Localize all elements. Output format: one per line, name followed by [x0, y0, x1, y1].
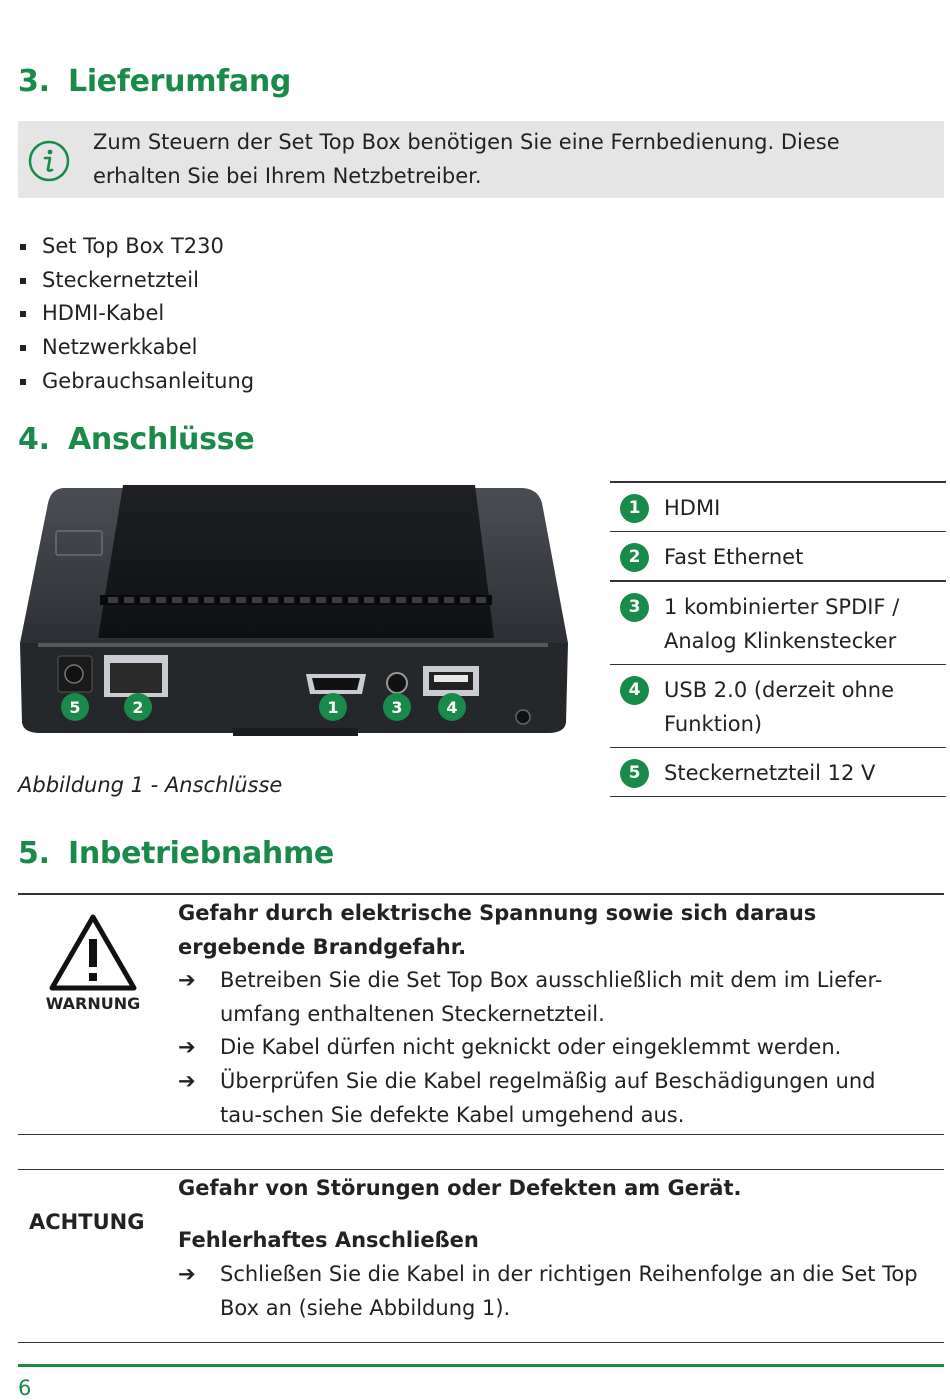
caution-item-text: Schließen Sie die Kabel in der richtigen Reihenfolge an die Set Top Box an (siehe Abbildung 1).: [220, 1262, 918, 1320]
legend-label: USB 2.0 (derzeit ohne Funktion): [664, 678, 895, 736]
legend-label: HDMI: [664, 496, 721, 520]
caution-subheading: Fehlerhaftes Anschließen: [178, 1228, 479, 1252]
warning-item-text: Die Kabel dürfen nicht geknickt oder eingeklemmt werden.: [220, 1035, 842, 1059]
warning-label: WARNUNG: [45, 994, 141, 1013]
legend-row: [610, 665, 946, 748]
footer-rule: [18, 1364, 944, 1367]
warning-heading: Gefahr durch elektrische Spannung sowie sich daraus ergebende Brandgefahr.: [178, 901, 817, 959]
page-number: 6: [18, 1376, 32, 1400]
table-bottom-rule: [18, 1342, 944, 1343]
warning-item-text: Betreiben Sie die Set Top Box ausschließlich mit dem im Liefer-umfang enthaltenen Steckernetzteil.: [220, 968, 883, 1026]
section-heading-inbetriebnahme: [18, 836, 334, 871]
number-badge: 4: [620, 676, 649, 705]
info-box: [18, 121, 944, 198]
warning-item-text: Überprüfen Sie die Kabel regelmäßig auf Beschädigungen und tau-schen Sie defekte Kabel umgehend aus.: [220, 1069, 876, 1127]
legend-row: [610, 748, 946, 797]
figure-marker: 3: [391, 698, 403, 717]
warning-triangle-icon: [48, 912, 138, 992]
list-item: Netzwerkkabel: [18, 331, 254, 365]
warning-item: [178, 964, 918, 1031]
caution-label: ACHTUNG: [29, 1210, 145, 1234]
list-item: Gebrauchsanleitung: [18, 365, 254, 399]
section-title: Anschlüsse: [68, 422, 255, 457]
section-number: 3.: [18, 64, 50, 99]
list-item: Steckernetzteil: [18, 264, 254, 298]
set-top-box-image: [18, 483, 570, 738]
list-item: Set Top Box T230: [18, 230, 254, 264]
table-top-rule: [18, 893, 944, 895]
section-number: 5.: [18, 836, 50, 871]
caution-heading: Gefahr von Störungen oder Defekten am Gerät.: [178, 1176, 742, 1200]
arrow-right-icon: ➔: [178, 1262, 196, 1286]
section-number: 4.: [18, 422, 50, 457]
info-text: Zum Steuern der Set Top Box benötigen Sie eine Fernbedienung. Diese erhalten Sie bei Ihrem Netzbetreiber.: [93, 130, 840, 188]
table-rule: [18, 1169, 944, 1170]
arrow-right-icon: ➔: [178, 968, 196, 992]
figure-marker: 1: [327, 698, 339, 717]
info-circle-icon: [28, 140, 70, 182]
figure-marker: 2: [132, 698, 144, 717]
legend-label: 1 kombinierter SPDIF / Analog Klinkenstecker: [664, 595, 900, 653]
section-title: Lieferumfang: [68, 64, 292, 99]
legend-row: [610, 483, 946, 532]
connector-legend: [610, 481, 946, 797]
legend-row: [610, 582, 946, 665]
warning-item: [178, 1065, 918, 1132]
legend-label: Fast Ethernet: [664, 545, 804, 569]
scope-list: [18, 230, 254, 399]
number-badge: 1: [620, 494, 649, 523]
section-heading-lieferumfang: [18, 64, 291, 99]
number-badge: 2: [620, 543, 649, 572]
legend-label: Steckernetzteil 12 V: [664, 761, 876, 785]
figure-marker: 4: [446, 698, 458, 717]
number-badge: 3: [620, 593, 649, 622]
arrow-right-icon: ➔: [178, 1069, 196, 1093]
arrow-right-icon: ➔: [178, 1035, 196, 1059]
section-heading-anschluesse: [18, 422, 254, 457]
list-item: HDMI-Kabel: [18, 297, 254, 331]
warning-item: [178, 1031, 918, 1065]
figure-marker: 5: [69, 698, 81, 717]
legend-row: [610, 532, 946, 582]
caution-item: [178, 1258, 918, 1325]
number-badge: 5: [620, 759, 649, 788]
table-rule: [18, 1134, 944, 1135]
figure-caption: Abbildung 1 - Anschlüsse: [18, 773, 283, 797]
section-title: Inbetriebnahme: [68, 836, 334, 871]
